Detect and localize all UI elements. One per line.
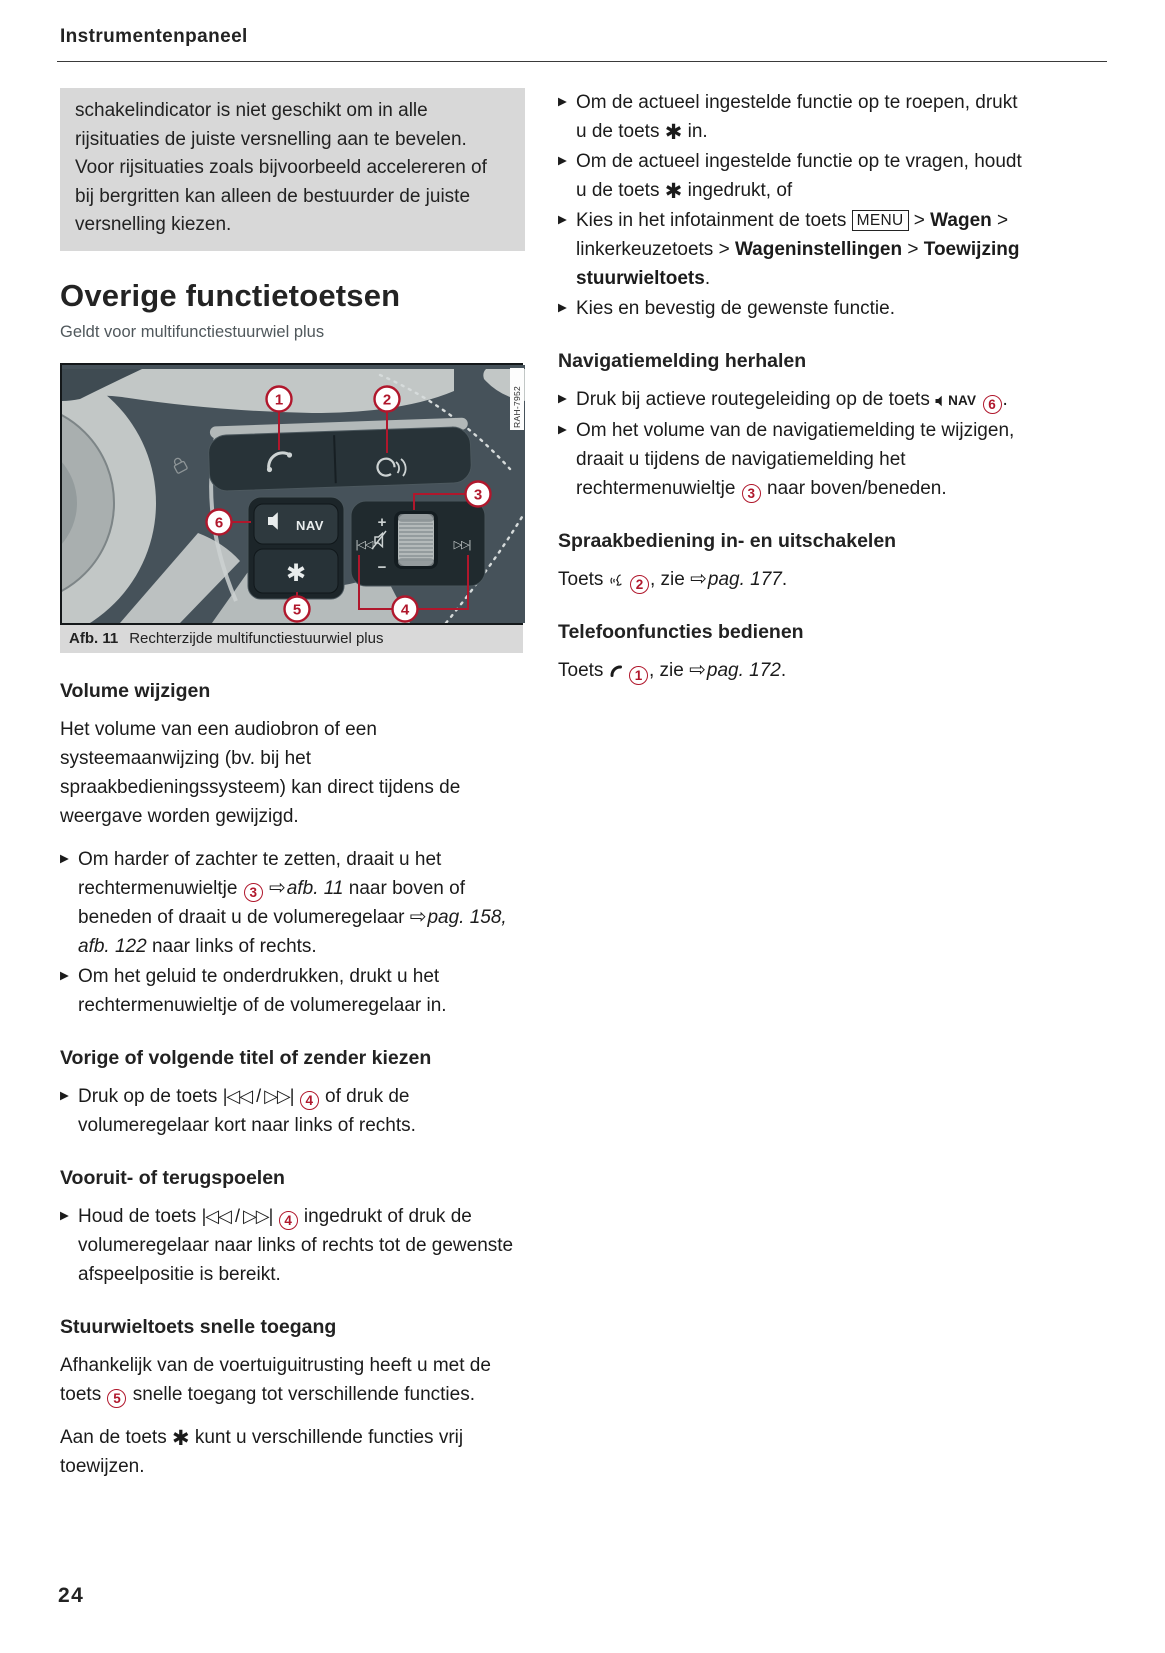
text-run: .: [780, 660, 787, 681]
asterisk-icon: ✱: [664, 180, 683, 203]
bullet-text: [576, 385, 1031, 415]
bullet-icon: ▶: [558, 393, 567, 405]
skip-buttons-icon: |◁◁ / ▷▷|: [201, 1205, 273, 1226]
text-run: [623, 660, 628, 681]
bullet-text: [576, 206, 1031, 293]
bullet-text: [78, 845, 525, 961]
skip-forward-label: ▷▷|: [453, 538, 471, 551]
left-column-content: [60, 680, 525, 1481]
text-run: [976, 389, 981, 410]
right-column: [558, 88, 1031, 699]
figure-caption-text: Rechterzijde multifunctiestuurwiel plus: [129, 629, 384, 647]
bullet-item: [558, 88, 1031, 146]
bullet-icon: ▶: [60, 852, 69, 865]
callout-ref-4: 4: [300, 1091, 319, 1110]
text-run: .: [704, 268, 711, 289]
steering-wheel-illustration: [62, 365, 525, 623]
callout-ref-1: 1: [629, 666, 648, 685]
subsection-heading: Telefoonfuncties bedienen: [558, 621, 804, 643]
bullet-item: [60, 845, 525, 961]
text-run: naar links of rechts.: [146, 935, 317, 957]
text-run: Toets: [558, 569, 609, 590]
asterisk-icon: ✱: [664, 121, 683, 144]
page-reference: pag. 172: [706, 660, 781, 681]
asterisk-button-label: ✱: [285, 559, 307, 587]
ref-arrow-icon: ⇨: [269, 876, 286, 899]
bullet-icon: ▶: [558, 302, 567, 314]
bullet-text: [576, 88, 1031, 146]
text-run: , zie: [648, 660, 690, 681]
page-header-title: Instrumentenpaneel: [60, 26, 248, 47]
bullet-list: [60, 1202, 525, 1289]
bold-run: Wageninstellingen: [734, 239, 903, 260]
paragraph: [558, 565, 1031, 594]
text-run: naar boven/beneden.: [761, 478, 947, 499]
callout-6: 6: [214, 514, 224, 531]
text-run: Houd de toets: [78, 1205, 202, 1227]
text-run: [272, 1206, 277, 1227]
text-run: in.: [682, 121, 708, 142]
text-run: ingedrukt, of: [682, 180, 793, 201]
callout-1: 1: [274, 391, 284, 408]
figure-caption: [60, 625, 523, 653]
volume-skip-module: [351, 501, 485, 586]
subsection-heading: Navigatiemelding herhalen: [558, 350, 807, 372]
nav-asterisk-module: [248, 497, 344, 599]
asterisk-icon: ✱: [171, 1426, 190, 1450]
page-reference: afb. 11: [286, 877, 344, 899]
text-run: Om harder of zachter te zetten, draait u het rechtermenuwieltje: [78, 848, 442, 899]
nav-button-label: NAV: [296, 517, 324, 533]
text-run: Om het volume van de navigatiemelding te wijzigen, draait u tijdens de navigatiemelding het rechtermenuwieltje: [576, 420, 1015, 499]
bullet-text: [78, 962, 525, 1020]
text-run: Om de actueel ingestelde functie op te roepen, drukt u de toets: [576, 92, 1018, 142]
bullet-item: [558, 206, 1031, 293]
text-run: Om de actueel ingestelde functie op te vragen, houdt u de toets: [576, 151, 1022, 201]
text-run: > linkerkeuzetoets >: [576, 210, 1009, 260]
phone-icon: [609, 660, 623, 681]
text-run: ingedrukt of druk de volumeregelaar naar links of rechts tot de gewenste afspeelpositie is bereikt.: [78, 1205, 514, 1285]
bullet-item: [558, 294, 1031, 323]
text-run: Om het geluid te onderdrukken, drukt u het rechtermenuwieltje of de volumeregelaar in.: [78, 965, 447, 1016]
text-run: >: [902, 239, 924, 260]
callout-ref-4: 4: [279, 1211, 298, 1230]
voice-icon: [609, 569, 624, 590]
bullet-item: [558, 416, 1031, 503]
bullet-item: [60, 1082, 525, 1140]
bullet-text: [576, 294, 1031, 323]
paragraph: [60, 1423, 525, 1481]
subsection-heading: Stuurwieltoets snelle toegang: [60, 1315, 337, 1338]
callout-ref-3: 3: [244, 883, 263, 902]
text-run: >: [908, 210, 931, 231]
bullet-text: [78, 1202, 525, 1289]
callout-3: 3: [473, 486, 483, 503]
paragraph: [60, 1351, 525, 1409]
page-number: 24: [58, 1584, 85, 1607]
bullet-icon: ▶: [60, 1209, 69, 1222]
bullet-item: [558, 147, 1031, 205]
ref-arrow-icon: ⇨: [409, 905, 427, 928]
bullet-list: [558, 88, 1031, 323]
bullet-icon: ▶: [558, 214, 567, 226]
skip-buttons-icon: |◁◁ / ▷▷|: [222, 1085, 294, 1106]
bullet-icon: ▶: [60, 969, 69, 982]
text-run: , zie: [649, 569, 691, 590]
steering-wheel-figure: [60, 363, 523, 625]
callout-2: 2: [382, 391, 392, 408]
header-rule: [57, 61, 1107, 62]
continuation-note-box: schakelindicator is niet geschikt om in alle rijsituaties de juiste versnelling aan te bevelen. Voor rijsituaties zoals bijvoorbeeld accelereren of bij bergritten kan alleen de bestuurder de juiste versnelling kiezen.: [60, 88, 525, 251]
section-subtitle: Geldt voor multifunctiestuurwiel plus: [60, 322, 325, 341]
left-column: [60, 88, 525, 1495]
text-run: Het volume van een audiobron of een systeemaanwijzing (bv. bij het spraakbedieningssysteem) kan direct tijdens de weergave worden gewijzigd.: [60, 718, 461, 827]
bullet-icon: ▶: [558, 155, 567, 167]
paragraph: [60, 715, 525, 831]
bullet-icon: ▶: [60, 1089, 69, 1102]
text-run: kunt u verschillende functies vrij toewijzen.: [60, 1426, 464, 1477]
figure-11: [60, 363, 523, 653]
subsection-heading: Vooruit- of terugspoelen: [60, 1166, 285, 1189]
text-run: of druk de volumeregelaar kort naar links of rechts.: [78, 1085, 416, 1136]
page-reference: pag. 177: [707, 569, 782, 590]
text-run: [624, 569, 629, 590]
bullet-list: [558, 385, 1031, 503]
skip-back-label: |◁◁: [355, 538, 373, 551]
bullet-icon: ▶: [558, 96, 567, 108]
bold-run: Wagen: [930, 210, 992, 231]
bullet-icon: ▶: [558, 424, 567, 436]
volume-minus-label: −: [377, 558, 387, 576]
text-run: Toets: [558, 660, 609, 681]
subsection-heading: Vorige of volgende titel of zender kiezen: [60, 1046, 432, 1069]
ref-arrow-icon: ⇨: [690, 568, 707, 590]
text-run: .: [1002, 389, 1008, 410]
bullet-text: [576, 147, 1031, 205]
right-column-content: [558, 88, 1031, 685]
callout-5: 5: [292, 601, 302, 618]
bullet-list: [60, 1082, 525, 1140]
callout-ref-2: 2: [630, 575, 649, 594]
thumbwheel: [394, 511, 438, 569]
subsection-heading: Spraakbediening in- en uitschakelen: [558, 530, 897, 552]
callout-ref-3: 3: [742, 484, 761, 503]
text-run: Druk bij actieve routegeleiding op de toets: [576, 389, 936, 410]
figure-reference-code: RAH-7952: [512, 385, 522, 428]
text-run: snelle toegang tot verschillende functies.: [127, 1383, 475, 1405]
callout-ref-6: 6: [983, 395, 1002, 414]
ref-arrow-icon: ⇨: [689, 659, 706, 681]
callout-4: 4: [400, 601, 410, 618]
bullet-item: [558, 385, 1031, 415]
bullet-item: [60, 1202, 525, 1289]
nav-speaker-icon: NAV: [935, 389, 976, 410]
bullet-item: [60, 962, 525, 1020]
bullet-text: [576, 416, 1031, 503]
figure-caption-label: Afb. 11: [69, 629, 119, 647]
subsection-heading: Volume wijzigen: [60, 679, 211, 702]
text-run: [293, 1086, 298, 1107]
text-run: .: [781, 569, 788, 590]
text-run: Afhankelijk van de voertuiguitrusting heeft u met de toets: [60, 1354, 491, 1405]
paragraph: [558, 656, 1031, 685]
bullet-list: [60, 845, 525, 1020]
bold-run: Toewijzing stuurwieltoets: [576, 239, 1020, 289]
text-run: naar boven of beneden of draait u de volumeregelaar: [78, 877, 465, 928]
text-run: Druk op de toets: [78, 1085, 223, 1107]
text-run: Aan de toets: [60, 1426, 172, 1448]
volume-plus-label: +: [377, 513, 387, 531]
menu-keycap: MENU: [852, 210, 909, 231]
callout-ref-5: 5: [107, 1389, 126, 1408]
text-run: Kies en bevestig de gewenste functie.: [576, 298, 895, 319]
text-run: Kies in het infotainment de toets: [576, 210, 852, 231]
page-reference: pag. 158, afb. 122: [78, 906, 507, 957]
bullet-text: [78, 1082, 525, 1140]
section-title: Overige functietoetsen: [60, 277, 401, 313]
upper-button-band: [208, 417, 472, 491]
